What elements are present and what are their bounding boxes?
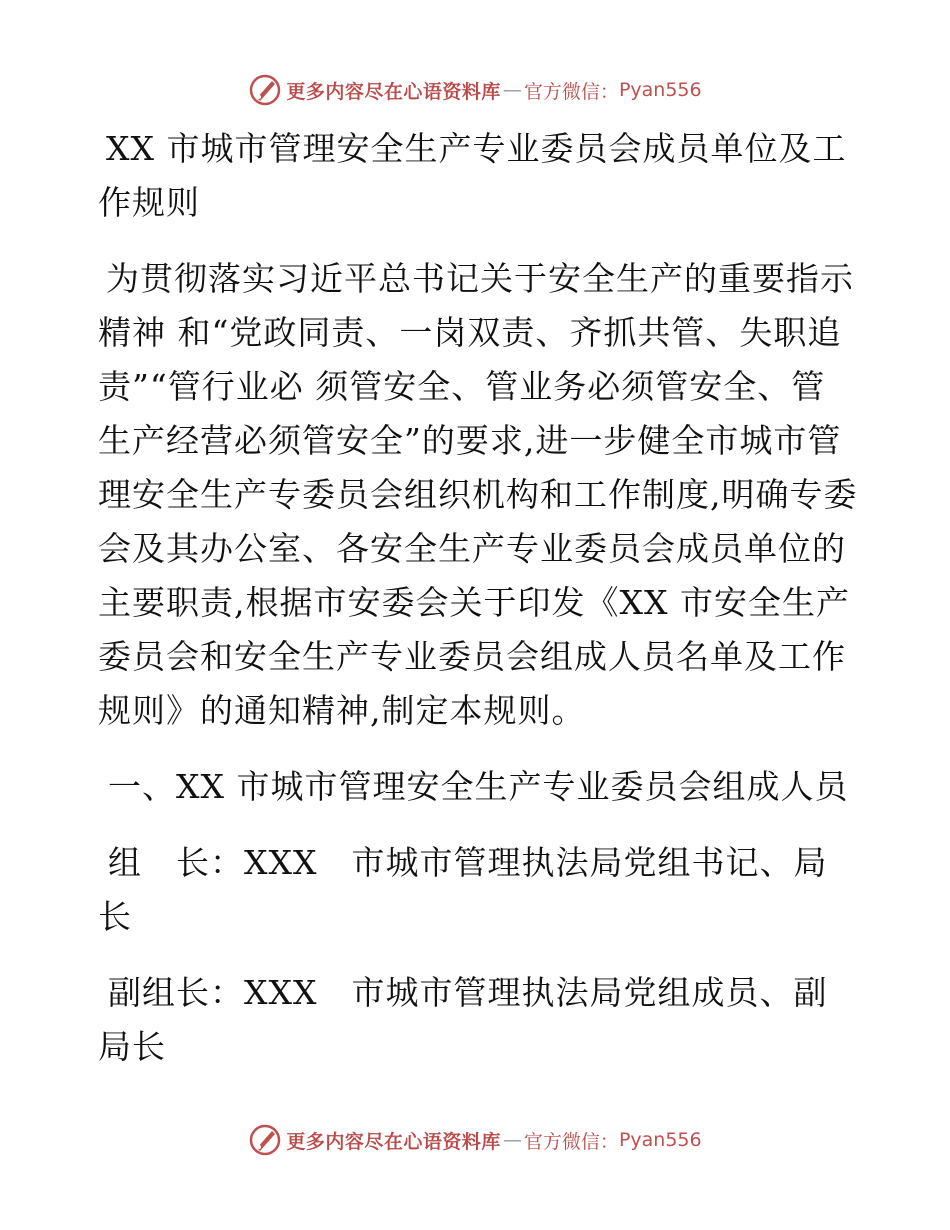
watermark-wechat-id: Pyan556	[618, 79, 702, 101]
watermark-sub-text: 官方微信：	[523, 80, 619, 103]
watermark-dash: —	[502, 79, 522, 101]
member-line-leader: 组 长：XXX 市城市管理执法局党组书记、局长	[98, 843, 828, 936]
watermark-main-text: 更多内容尽在心语资料库	[286, 80, 501, 103]
document-body	[98, 122, 858, 1096]
document-title: XX 市城市管理安全生产专业委员会成员单位及工作规则	[98, 129, 847, 222]
member-line-deputy: 副组长：XXX 市城市管理执法局党组成员、副局长	[98, 973, 828, 1066]
watermark-main-text: 更多内容尽在心语资料库	[286, 1130, 501, 1153]
footer-watermark	[0, 1120, 950, 1160]
pen-logo-icon	[248, 73, 282, 107]
watermark-wechat-id: Pyan556	[618, 1129, 702, 1151]
section-heading: 一、XX 市城市管理安全生产专业委员会组成人员	[108, 767, 849, 806]
watermark-dash: —	[502, 1129, 522, 1151]
intro-paragraph: 为贯彻落实习近平总书记关于安全生产的重要指示精神 和“党政同责、一岗双责、齐抓共管、失职追责”“管行业必 须管安全、管业务必须管安全、管生产经营必须管安全”的要求,进一步健全市城市管理安全生产专委员会组织机构和工作制度,明确专委会及其办公室、各安全生产专业委员会成员单位的主要职责,根据市安委会关于印发《XX 市安全生产委员会和安全生产专业委员会组成人员名单及工作规则》的通知精神,制定本规则。	[98, 259, 858, 730]
watermark-sub-text: 官方微信：	[523, 1130, 619, 1153]
pen-logo-icon	[248, 1123, 282, 1157]
header-watermark	[0, 70, 950, 110]
